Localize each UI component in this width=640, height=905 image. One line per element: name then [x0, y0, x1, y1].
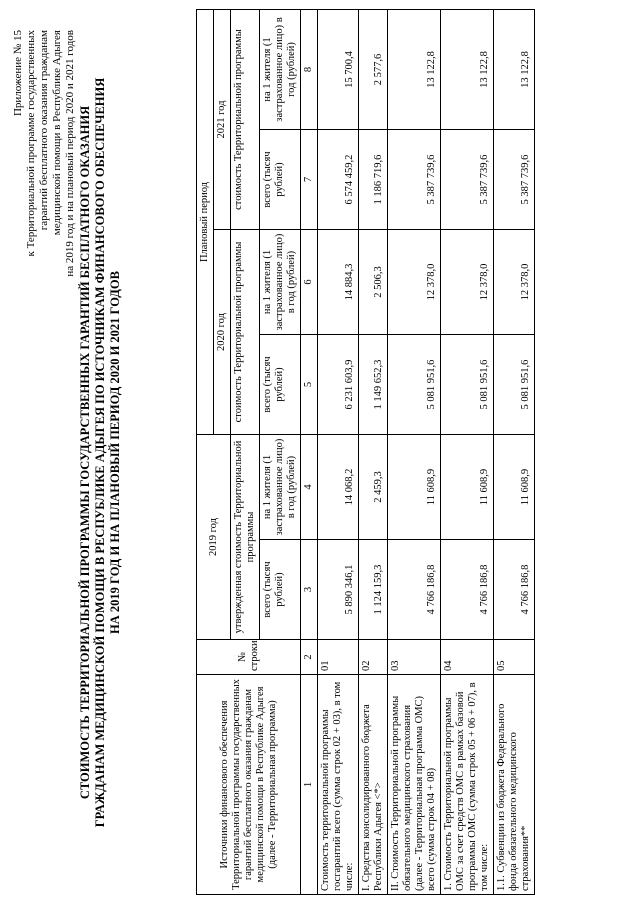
row-number: 01 [318, 640, 359, 675]
row-number: 04 [441, 640, 494, 675]
cell-value: 13 122,8 [494, 10, 535, 130]
cell-value: 14 884,3 [318, 230, 359, 335]
cell-value: 4 766 186,8 [441, 540, 494, 640]
header-year-2019: 2019 год [197, 435, 231, 640]
column-number: 6 [301, 230, 318, 335]
title-line: НА 2019 ГОД И НА ПЛАНОВЫЙ ПЕРИОД 2020 И 2021 ГОДОВ [108, 271, 122, 634]
cell-value: 5 387 739,6 [494, 130, 535, 230]
cell-value: 6 574 459,2 [318, 130, 359, 230]
row-label: Стоимость территориальной программы госгарантий всего (сумма строк 02 + 03), в том числе: [318, 675, 359, 895]
cell-value: 1 124 159,3 [359, 540, 388, 640]
cell-value: 5 387 739,6 [441, 130, 494, 230]
table-row [318, 10, 359, 895]
header-year-2021: 2021 год [214, 10, 231, 230]
column-number: 5 [301, 335, 318, 435]
cell-value: 2 459,3 [359, 435, 388, 540]
cell-value: 5 081 951,6 [388, 335, 441, 435]
title-line: СТОИМОСТЬ ТЕРРИТОРИАЛЬНОЙ ПРОГРАММЫ ГОСУДАРСТВЕННЫХ ГАРАНТИЙ БЕСПЛАТНОГО ОКАЗАНИЯ [78, 105, 92, 800]
cell-value: 11 608,9 [494, 435, 535, 540]
cell-value: 1 186 719,6 [359, 130, 388, 230]
header-total: всего (тысяч рублей) [260, 130, 301, 230]
header-source: Источники финансового обеспечения Территориальной программы государственных гарантий бесплатного оказания гражданам медицинской помощи в Республике Адыгея (далее - Территориальная программа) [197, 675, 301, 895]
cost-table [196, 9, 535, 895]
header-per-capita: на 1 жителя (1 застрахованное лицо) в год (рублей) [260, 230, 301, 335]
column-number: 8 [301, 10, 318, 130]
header-planned-period: Плановый период [197, 10, 214, 435]
cell-value: 15 700,4 [318, 10, 359, 130]
cell-value: 11 608,9 [388, 435, 441, 540]
header-cost-2020: стоимость Территориальной программы [231, 230, 260, 435]
table-row [359, 10, 388, 895]
cell-value: 2 577,6 [359, 10, 388, 130]
table-row [441, 10, 494, 895]
header-total: всего (тысяч рублей) [260, 335, 301, 435]
title-line: ГРАЖДАНАМ МЕДИЦИНСКОЙ ПОМОЩИ В РЕСПУБЛИКЕ АДЫГЕЯ ПО ИСТОЧНИКАМ ФИНАНСОВОГО ОБЕСПЕЧЕНИЯ [93, 77, 107, 828]
table-row [494, 10, 535, 895]
table-row [388, 10, 441, 895]
column-number: 2 [301, 640, 318, 675]
row-number: 03 [388, 640, 441, 675]
appendix-line: на 2019 год и на плановый период 2020 и 2021 годов [64, 30, 76, 277]
header-total: всего (тысяч рублей) [260, 540, 301, 640]
header-approved-cost: утвержденная стоимость Территориальной программы [231, 435, 260, 640]
appendix-line: Приложение № 15 [12, 30, 24, 117]
row-label: 1.1. Субвенции из бюджета Федерального фонда обязательного медицинского страхования** [494, 675, 535, 895]
cell-value: 12 378,0 [494, 230, 535, 335]
cell-value: 5 081 951,6 [441, 335, 494, 435]
cell-value: 12 378,0 [441, 230, 494, 335]
cell-value: 4 766 186,8 [494, 540, 535, 640]
cell-value: 12 378,0 [388, 230, 441, 335]
cell-value: 14 068,2 [318, 435, 359, 540]
cell-value: 5 890 346,1 [318, 540, 359, 640]
cell-value: 5 081 951,6 [494, 335, 535, 435]
column-number: 3 [301, 540, 318, 640]
cell-value: 11 608,9 [441, 435, 494, 540]
cell-value: 1 149 652,3 [359, 335, 388, 435]
cell-value: 6 231 603,9 [318, 335, 359, 435]
appendix-line: к Территориальной программе государственных [25, 30, 37, 257]
row-number: 05 [494, 640, 535, 675]
header-year-2020: 2020 год [214, 230, 231, 435]
appendix-line: медицинской помощи в Республике Адыгея [51, 30, 63, 236]
row-label: I. Средства консолидированного бюджета Республики Адыгея <*> [359, 675, 388, 895]
column-number: 4 [301, 435, 318, 540]
appendix-line: гарантий бесплатного оказания гражданам [38, 30, 50, 231]
cell-value: 2 506,3 [359, 230, 388, 335]
column-number: 7 [301, 130, 318, 230]
header-per-capita: на 1 жителя (1 застрахованное лицо) в год (рублей) [260, 10, 301, 130]
cell-value: 5 387 739,6 [388, 130, 441, 230]
row-label: 1. Стоимость Территориальной программы ОМС за счет средств ОМС в рамках базовой программы ОМС (сумма строк 05 + 06 + 07), в том числе: [441, 675, 494, 895]
column-number: 1 [301, 675, 318, 895]
cell-value: 4 766 186,8 [388, 540, 441, 640]
header-per-capita: на 1 жителя (1 застрахованное лицо) в год (рублей) [260, 435, 301, 540]
header-row-no: № строки [197, 640, 301, 675]
document-title [78, 0, 123, 905]
row-number: 02 [359, 640, 388, 675]
cell-value: 13 122,8 [441, 10, 494, 130]
appendix-note [12, 30, 77, 277]
header-cost-2021: стоимость Территориальной программы [231, 10, 260, 230]
cell-value: 13 122,8 [388, 10, 441, 130]
row-label: II. Стоимость Территориальной программы обязательного медицинского страхования (далее - Территориальная программа ОМС) всего (сумма строк 04 + 08) [388, 675, 441, 895]
